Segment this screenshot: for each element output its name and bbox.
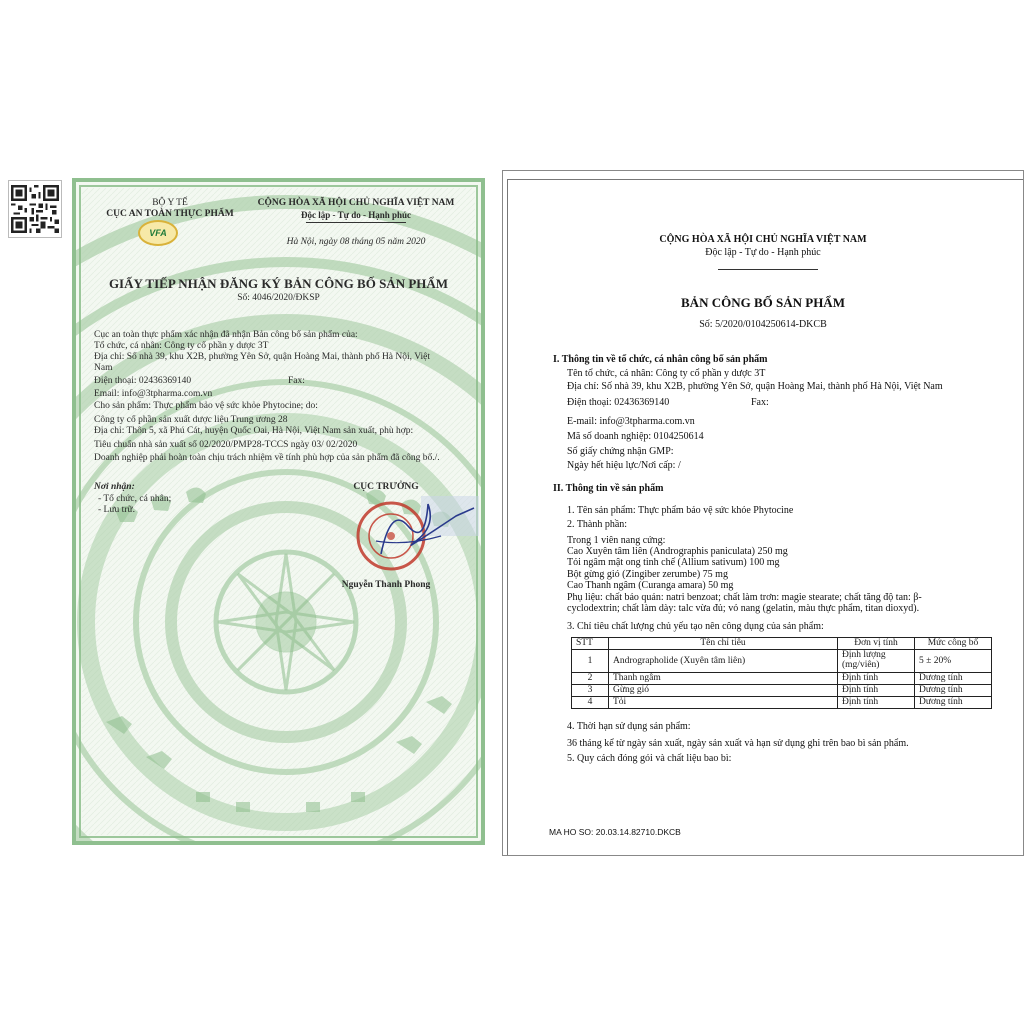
ministry-name: BỘ Y TẾ [152, 198, 188, 208]
s2-line-8: Phụ liệu: chất bảo quản: natri benzoat; chất làm trơn: magie stearate; chất tăng độ tan: β- [567, 592, 922, 603]
table-row [572, 685, 992, 697]
cell-name: Andrographolide (Xuyên tâm liên) [609, 650, 838, 673]
body-line-11: Doanh nghiệp phải hoàn toàn chịu trách nhiệm về tính phù hợp của sản phẩm đã công bố./. [94, 453, 440, 463]
signer-title: CỤC TRƯỞNG [353, 482, 419, 492]
s2-tail-1: 4. Thời hạn sử dụng sản phẩm: [567, 721, 691, 732]
body-line-10: Tiêu chuẩn nhà sản xuất số 02/2020/PMP28-TCCS ngày 03/ 02/2020 [94, 440, 358, 450]
fax-label: Fax: [751, 397, 769, 408]
motto: Độc lập - Tự do - Hạnh phúc [705, 247, 821, 258]
agency-name: CỤC AN TOÀN THỰC PHẨM [106, 209, 234, 219]
table-row [572, 673, 992, 685]
cell-level: 5 ± 20% [915, 650, 992, 673]
recipients-title: Nơi nhận: [94, 482, 135, 492]
s1-line-6: Số giấy chứng nhận GMP: [567, 446, 674, 457]
qr-code [8, 180, 62, 238]
body-line-7: Cho sản phẩm: Thực phẩm bảo vệ sức khỏe Phytocine; do: [94, 401, 318, 411]
s2-tail-3: 5. Quy cách đóng gói và chất liệu bao bì: [567, 753, 732, 764]
cell-unit: Định tính [838, 697, 915, 709]
product-declaration [502, 170, 1024, 856]
s2-line-1: 1. Tên sản phẩm: Thực phẩm bảo vệ sức khỏe Phytocine [567, 505, 794, 516]
signer-name: Nguyễn Thanh Phong [341, 580, 431, 590]
cell-unit: Định tính [838, 685, 915, 697]
table-header-row [572, 638, 992, 650]
certificate-title: GIẤY TIẾP NHẬN ĐĂNG KÝ BẢN CÔNG BỐ SẢN PHẨM [108, 276, 449, 291]
cell-unit: Định tính [838, 673, 915, 685]
body-line-3: Địa chỉ: Số nhà 39, khu X2B, phường Yên Sở, quận Hoàng Mai, thành phố Hà Nội, Việt [94, 352, 431, 362]
cell-stt: 3 [572, 685, 609, 697]
col-header-unit: Đơn vị tính [838, 638, 915, 650]
body-line-2: Tổ chức, cá nhân: Công ty cổ phần y dược 3T [94, 341, 269, 351]
cell-level: Dương tính [915, 697, 992, 709]
table-row [572, 697, 992, 709]
motto: Độc lập - Tự do - Hạnh phúc [300, 210, 411, 220]
col-header-stt: STT [572, 638, 609, 650]
col-header-level: Mức công bố [915, 638, 992, 650]
recipient-1: - Tổ chức, cá nhân; [98, 494, 172, 504]
dossier-code: MA HO SO: 20.03.14.82710.DKCB [549, 827, 681, 837]
cell-level: Dương tính [915, 685, 992, 697]
cell-level: Dương tính [915, 673, 992, 685]
table-row [572, 650, 992, 673]
s1-line-2: Địa chỉ: Số nhà 39, khu X2B, phường Yên Sở, quận Hoàng Mai, thành phố Hà Nội, Việt Nam [567, 381, 943, 392]
certificate-number: Số: 4046/2020/ĐKSP [237, 293, 320, 303]
stamp-and-signature [346, 496, 481, 576]
s2-tail-2: 36 tháng kể từ ngày sản xuất, ngày sản xuất và hạn sử dụng ghi trên bao bì sản phẩm. [567, 738, 909, 749]
section-1-title: I. Thông tin về tổ chức, cá nhân công bố sản phẩm [553, 354, 768, 365]
cell-unit: Định lượng (mg/viên) [838, 650, 915, 673]
cell-stt: 2 [572, 673, 609, 685]
declaration-title: BẢN CÔNG BỐ SẢN PHẨM [681, 295, 845, 310]
body-line-8: Công ty cổ phần sản xuất dược liệu Trung ương 28 [94, 415, 288, 425]
quality-spec-table [571, 637, 992, 709]
s1-line-7: Ngày hết hiệu lực/Nơi cấp: / [567, 460, 681, 471]
body-line-6: Email: info@3tpharma.com.vn [94, 389, 213, 399]
s2-line-3: Trong 1 viên nang cứng: [567, 535, 666, 546]
body-line-4: Nam [94, 363, 113, 373]
s2-line-9: cyclodextrin; chất làm dày: talc vừa đủ; vỏ nang (gelatin, màu thực phẩm, titan dioxyd). [567, 603, 920, 614]
s2-line-5: Tỏi ngâm mật ong tinh chế (Allium sativum) 100 mg [567, 557, 780, 568]
declaration-number: Số: 5/2020/0104250614-DKCB [699, 319, 827, 330]
s1-line-5: Mã số doanh nghiệp: 0104250614 [567, 431, 704, 442]
s1-line-3: Điện thoại: 02436369140 [567, 397, 670, 408]
motto-underline [718, 269, 818, 270]
country-header: CỘNG HÒA XÃ HỘI CHỦ NGHĨA VIỆT NAM [257, 198, 455, 208]
cell-name: Thanh ngâm [609, 673, 838, 685]
s2-line-7: Cao Thanh ngâm (Curanga amara) 50 mg [567, 580, 734, 591]
col-header-name: Tên chỉ tiêu [609, 638, 838, 650]
cell-name: Gừng gió [609, 685, 838, 697]
body-line-5: Điện thoại: 02436369140 [94, 376, 192, 386]
s2-line-10: 3. Chỉ tiêu chất lượng chủ yếu tạo nên công dụng của sản phẩm: [567, 621, 824, 632]
s2-line-6: Bột gừng gió (Zingiber zerumbe) 75 mg [567, 569, 728, 580]
section-2-title: II. Thông tin về sản phẩm [553, 483, 664, 494]
body-line-9: Địa chỉ: Thôn 5, xã Phú Cát, huyện Quốc Oai, Hà Nội, Việt Nam sản xuất, phù hợp: [94, 426, 414, 436]
vfa-logo: VFA [138, 220, 178, 246]
cell-stt: 1 [572, 650, 609, 673]
issue-date: Hà Nội, ngày 08 tháng 05 năm 2020 [286, 237, 426, 247]
s2-line-2: 2. Thành phần: [567, 519, 628, 530]
country-header: CỘNG HÒA XÃ HỘI CHỦ NGHĨA VIỆT NAM [659, 234, 867, 245]
cell-stt: 4 [572, 697, 609, 709]
recipient-2: - Lưu trữ. [98, 505, 135, 515]
cell-name: Tỏi [609, 697, 838, 709]
s1-line-1: Tên tổ chức, cá nhân: Công ty cổ phần y dược 3T [567, 368, 766, 379]
fax-label: Fax: [288, 376, 305, 386]
s1-line-4: E-mail: info@3tpharma.com.vn [567, 416, 695, 427]
registration-certificate [72, 178, 485, 845]
s2-line-4: Cao Xuyên tâm liên (Andrographis paniculata) 250 mg [567, 546, 788, 557]
motto-underline [306, 222, 406, 223]
body-line-1: Cục an toàn thực phẩm xác nhận đã nhận Bản công bố sản phẩm của: [94, 330, 358, 340]
